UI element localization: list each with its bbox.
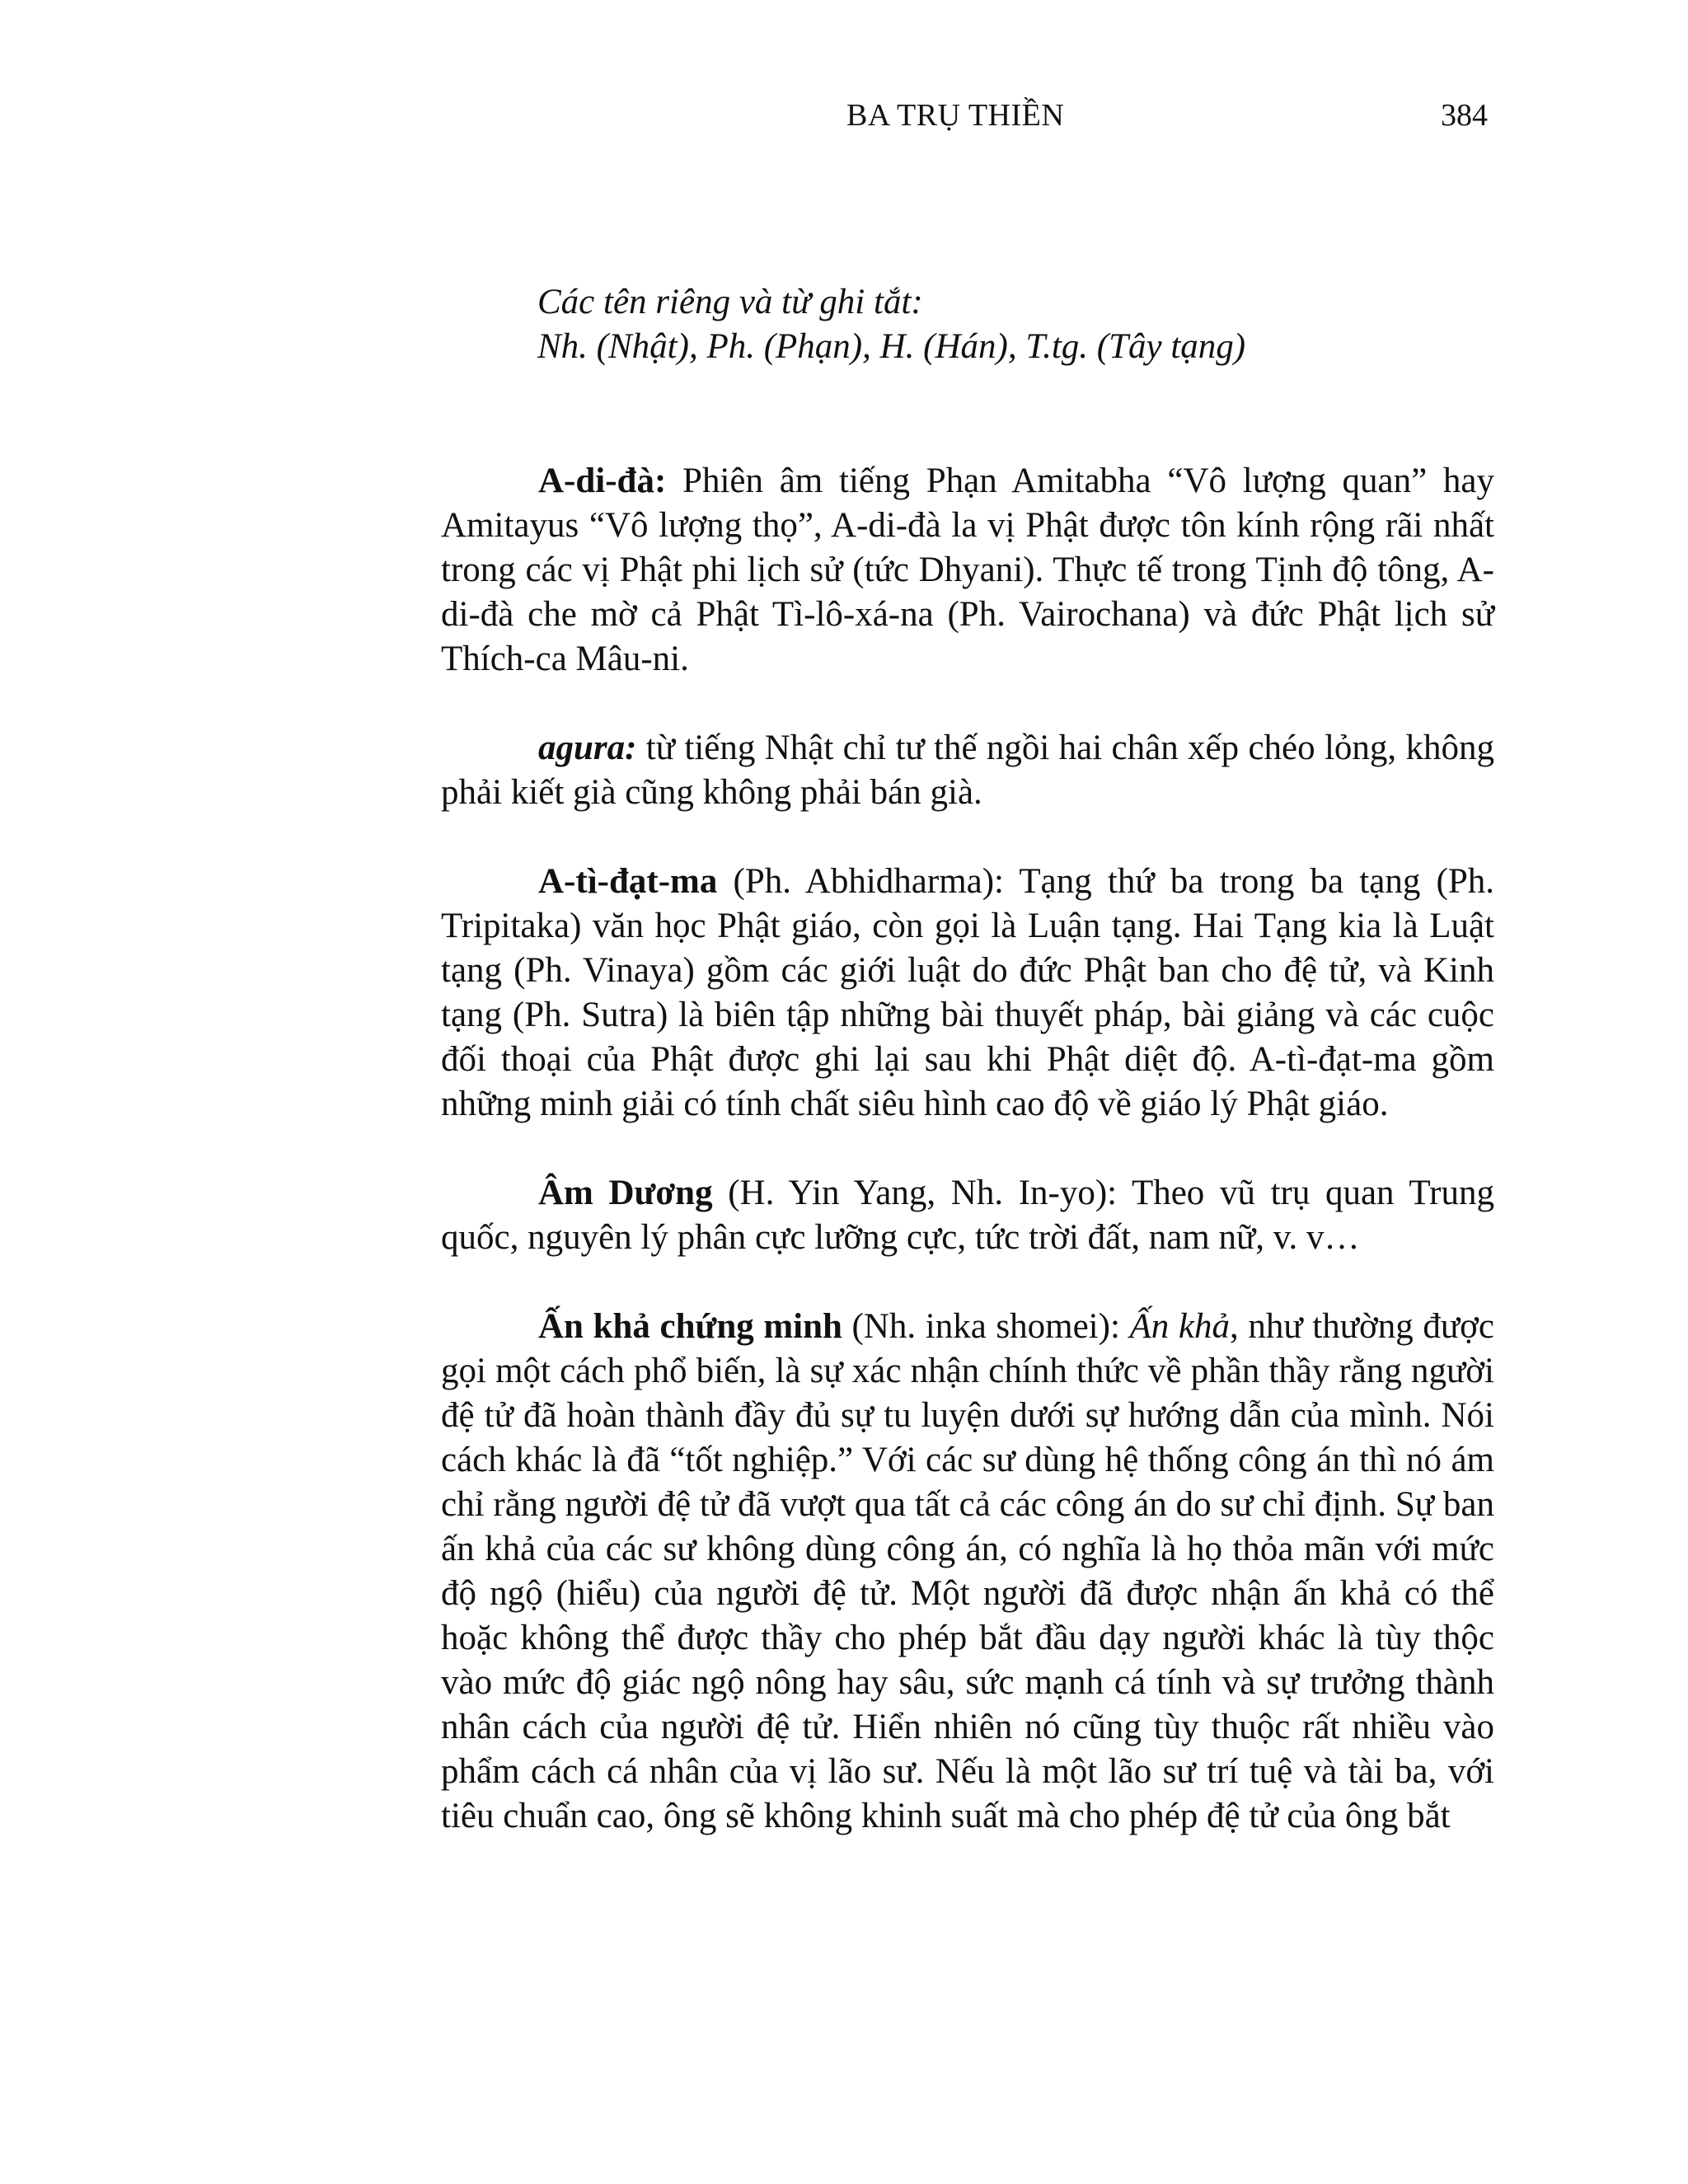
abbreviations-list: Nh. (Nhật), Ph. (Phạn), H. (Hán), T.tg. (Tây tạng) [537, 327, 1246, 366]
running-title: BA TRỤ THIỀN [846, 98, 1065, 133]
abbreviations-note [537, 280, 1245, 369]
glossary-entry-a-di-da [441, 459, 1494, 682]
glossary-entry-an-kha-chung-minh [441, 1305, 1494, 1839]
entry-definition-prefix: (Nh. inka shomei): [842, 1307, 1130, 1346]
entry-term: A-tì-đạt-ma [538, 862, 718, 901]
entry-term: A-di-đà: [538, 462, 667, 500]
glossary-entry-am-duong [441, 1171, 1494, 1260]
abbreviations-heading: Các tên riêng và từ ghi tắt: [537, 283, 923, 321]
glossary-entry-agura [441, 726, 1494, 815]
entry-definition: từ tiếng Nhật chỉ tư thế ngồi hai chân xếp chéo lỏng, không phải kiết già cũng không phải bán già. [441, 729, 1494, 812]
glossary-entry-a-ti-dat-ma [441, 860, 1494, 1127]
page-number: 384 [1441, 98, 1488, 133]
entry-definition: (H. Yin Yang, Nh. In-yo): Theo vũ trụ quan Trung quốc, nguyên lý phân cực lưỡng cực, tức trời đất, nam nữ, v. v… [441, 1174, 1494, 1257]
entry-term: agura: [538, 729, 637, 767]
entry-term: Âm Dương [538, 1174, 713, 1212]
entry-definition: (Ph. Abhidharma): Tạng thứ ba trong ba tạng (Ph. Tripitaka) văn học Phật giáo, còn gọi là Luận tạng. Hai Tạng kia là Luật tạng (Ph. Vinaya) gồm các giới luật do đức Phật ban cho đệ tử, và Kinh tạng (Ph. Sutra) là biên tập những bài thuyết pháp, bài giảng và các cuộc đối thoại của Phật được ghi lại sau khi Phật diệt độ. A-tì-đạt-ma gồm những minh giải có tính chất siêu hình cao độ về giáo lý Phật giáo. [441, 862, 1494, 1123]
glossary-body [441, 459, 1494, 1883]
entry-emphasis: Ấn khả [1129, 1307, 1230, 1346]
entry-definition: , như thường được gọi một cách phổ biến, là sự xác nhận chính thức về phần thầy rằng người đệ tử đã hoàn thành đầy đủ sự tu luyện dưới sự hướng dẫn của mình. Nói cách khác là đã “tốt nghiệp.” Với các sư dùng hệ thống công án thì nó ám chỉ rằng người đệ tử đã vượt qua tất cả các công án do sư chỉ định. Sự ban ấn khả của các sư không dùng công án, có nghĩa là họ thỏa mãn với mức độ ngộ (hiểu) của người đệ tử. Một người đã được nhận ấn khả có thể hoặc không thể được thầy cho phép bắt đầu dạy người khác là tùy thộc vào mức độ giác ngộ nông hay sâu, sức mạnh cá tính và sự trưởng thành nhân cách của người đệ tử. Hiển nhiên nó cũng tùy thuộc rất nhiều vào phẩm cách cá nhân của vị lão sư. Nếu là một lão sư trí tuệ và tài ba, với tiêu chuẩn cao, ông sẽ không khinh suất mà cho phép đệ tử của ông bắt [441, 1307, 1494, 1835]
entry-term: Ấn khả chứng minh [538, 1307, 842, 1346]
entry-definition: Phiên âm tiếng Phạn Amitabha “Vô lượng quan” hay Amitayus “Vô lượng thọ”, A-di-đà la vị Phật được tôn kính rộng rãi nhất trong các vị Phật phi lịch sử (tức Dhyani). Thực tế trong Tịnh độ tông, A-di-đà che mờ cả Phật Tì-lô-xá-na (Ph. Vairochana) và đức Phật lịch sử Thích-ca Mâu-ni. [441, 462, 1494, 678]
